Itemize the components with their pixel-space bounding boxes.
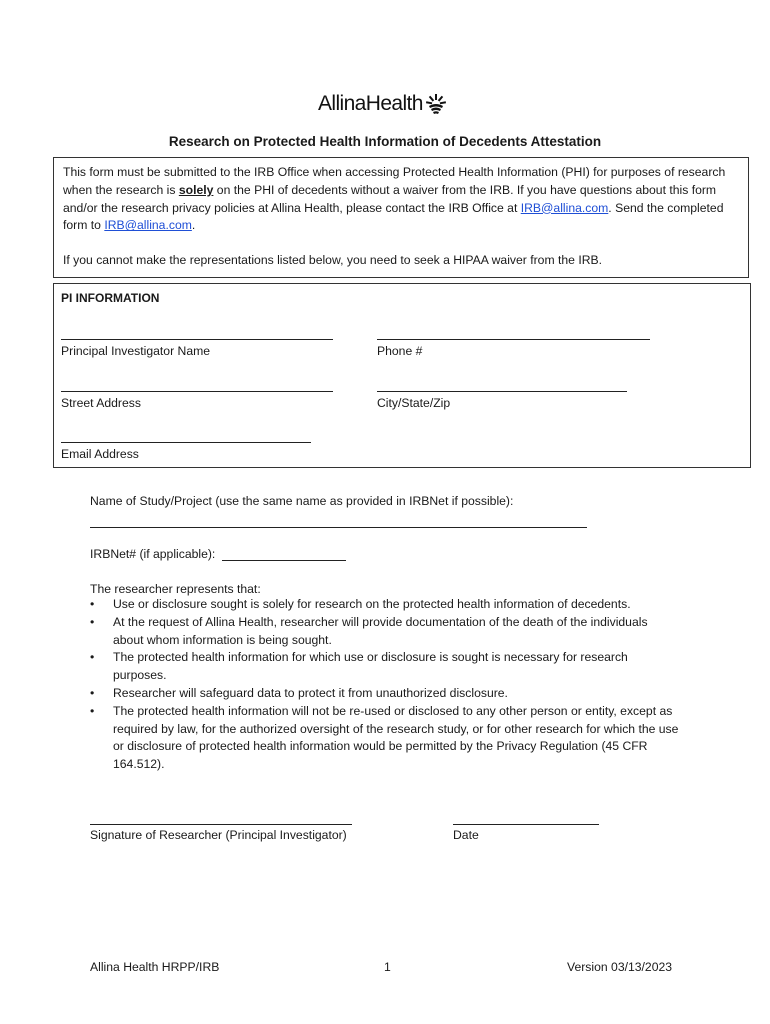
version-text: Version 03/13/2023 bbox=[567, 960, 673, 974]
representations-list bbox=[90, 596, 680, 774]
footer-left: Allina Health HRPP/IRB bbox=[90, 960, 220, 974]
irbnet-line[interactable] bbox=[222, 548, 346, 561]
bullet-icon: • bbox=[90, 650, 95, 665]
study-name-line[interactable] bbox=[90, 527, 587, 528]
intro-text-2: on the PHI of decedents without a waiver from the IRB. If you have questions about this form and/or the research privacy policies at Allina Health, please contact the IRB Office at bbox=[63, 182, 717, 215]
pi-information-box bbox=[53, 283, 751, 468]
bullet-icon: • bbox=[90, 703, 95, 718]
bullet-icon: • bbox=[90, 614, 95, 629]
allina-health-logo bbox=[318, 92, 447, 116]
irb-email-link[interactable]: IRB@allina.com bbox=[520, 200, 609, 215]
page-number: 1 bbox=[384, 960, 391, 974]
logo-text: AllinaHealth bbox=[318, 92, 423, 115]
signature-line[interactable] bbox=[90, 824, 352, 825]
intro-text-4: . bbox=[191, 218, 196, 233]
irbnet-row bbox=[90, 546, 346, 564]
solely-emphasis: solely bbox=[178, 182, 214, 197]
pi-name-line[interactable] bbox=[61, 339, 333, 340]
street-address-label: Street Address bbox=[61, 396, 141, 410]
date-label: Date bbox=[453, 828, 479, 842]
pi-information-header: PI INFORMATION bbox=[61, 291, 160, 305]
pi-name-label: Principal Investigator Name bbox=[61, 344, 211, 358]
email-address-line[interactable] bbox=[61, 442, 311, 443]
phone-line[interactable] bbox=[377, 339, 650, 340]
list-item bbox=[90, 614, 680, 650]
irb-email-link-2[interactable]: IRB@allina.com bbox=[104, 218, 192, 233]
represents-heading: The researcher represents that: bbox=[90, 582, 261, 596]
date-line[interactable] bbox=[453, 824, 599, 825]
allina-sun-icon bbox=[425, 93, 447, 115]
representation-text: The protected health information will not be re-used or disclosed to any other person or entity, except as required by law, for the authorized oversight of the research study, or for other research for which the use or disclosure of protected health information would be permitted by the Privacy Regulation (45 CFR 164.512). bbox=[113, 703, 679, 772]
signature-label: Signature of Researcher (Principal Investigator) bbox=[90, 828, 347, 842]
phone-label: Phone # bbox=[377, 344, 423, 358]
city-state-zip-line[interactable] bbox=[377, 391, 627, 392]
intro-text-3: . Send the completed form to bbox=[63, 200, 724, 233]
list-item bbox=[90, 596, 680, 614]
study-name-label: Name of Study/Project (use the same name as provided in IRBNet if possible): bbox=[90, 494, 514, 508]
waiver-note: If you cannot make the representations listed below, you need to seek a HIPAA waiver from the IRB. bbox=[63, 253, 603, 267]
representation-text: Use or disclosure sought is solely for research on the protected health information of decedents. bbox=[113, 597, 631, 611]
bullet-icon: • bbox=[90, 685, 95, 700]
bullet-icon: • bbox=[90, 597, 95, 611]
representation-text: The protected health information for which use or disclosure is sought is necessary for research purposes. bbox=[113, 650, 628, 683]
representation-text: Researcher will safeguard data to protect it from unauthorized disclosure. bbox=[113, 685, 508, 700]
city-state-zip-label: City/State/Zip bbox=[377, 396, 451, 410]
intro-text-1: This form must be submitted to the IRB Office when accessing Protected Health Information (PHI) for purposes of research when the research is bbox=[63, 165, 726, 197]
list-item bbox=[90, 703, 680, 774]
list-item bbox=[90, 685, 680, 703]
representation-text: At the request of Allina Health, researcher will provide documentation of the death of the individuals about whom information is being sought. bbox=[113, 614, 648, 647]
irbnet-label: IRBNet# (if applicable): bbox=[90, 547, 223, 561]
street-address-line[interactable] bbox=[61, 391, 333, 392]
email-address-label: Email Address bbox=[61, 447, 139, 461]
intro-paragraph bbox=[63, 164, 740, 235]
list-item bbox=[90, 649, 680, 685]
intro-box bbox=[53, 157, 749, 278]
page-title: Research on Protected Health Information of Decedents Attestation bbox=[168, 134, 602, 149]
